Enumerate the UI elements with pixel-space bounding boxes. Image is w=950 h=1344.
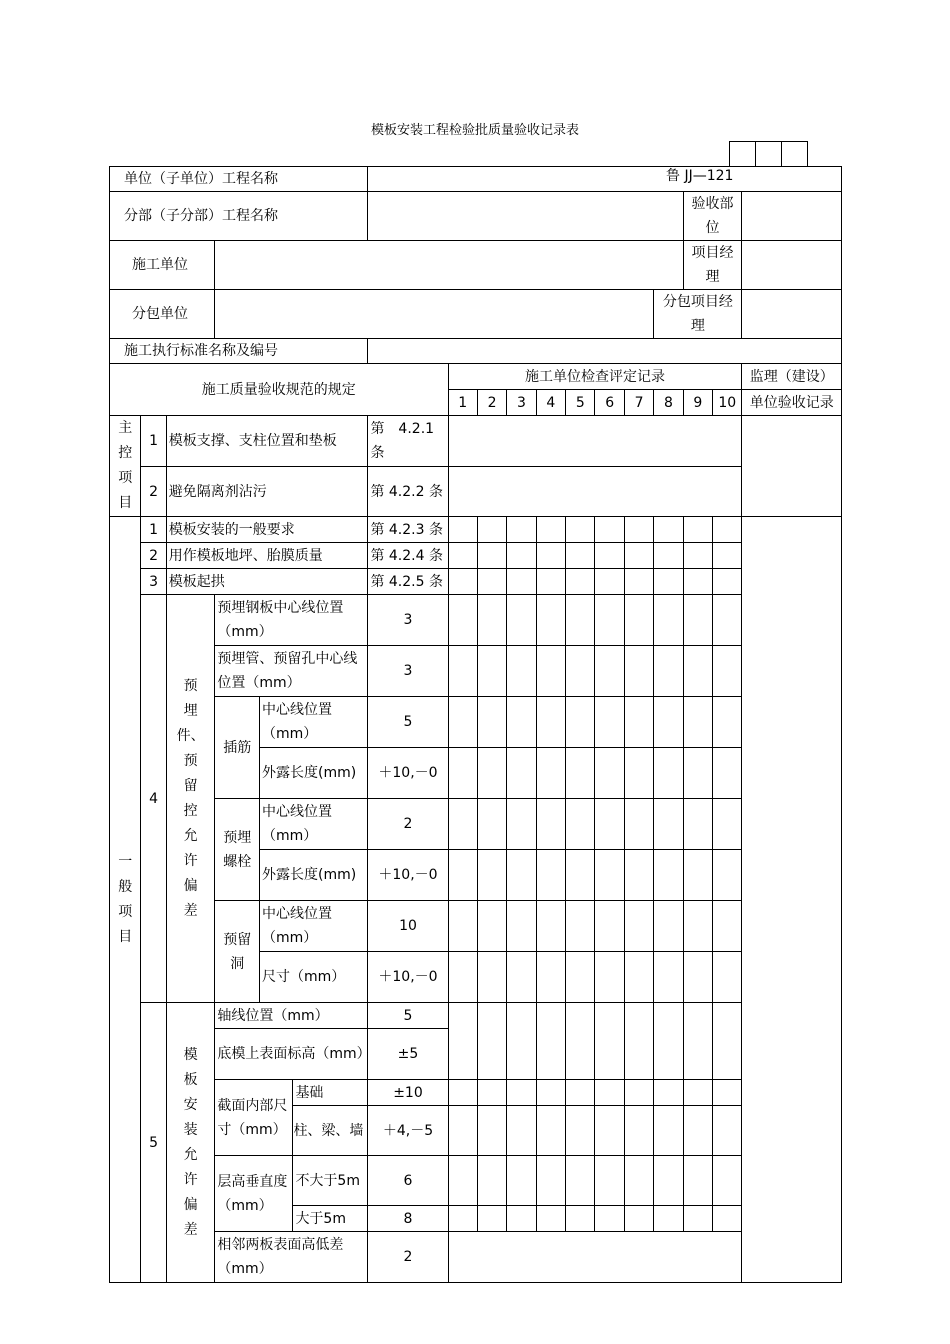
check-cell[interactable] [477,901,506,952]
check-cell[interactable] [536,517,565,543]
check-cell[interactable] [683,517,712,543]
item-clause: 第 4.2.4 条 [368,543,448,569]
tolerance-name: 相邻两板表面高低差（mm） [215,1232,368,1283]
check-cell[interactable] [507,901,536,952]
check-cell[interactable] [595,748,624,799]
check-cell[interactable] [713,952,742,1003]
check-cell[interactable] [507,799,536,850]
check-cell[interactable] [595,1003,624,1080]
pm-label: 项目经理 [683,241,742,290]
code-box[interactable] [730,142,756,167]
check-cell[interactable] [536,748,565,799]
check-cell[interactable] [566,517,595,543]
tolerance-name: 柱、梁、墙 [293,1106,368,1156]
check-cell[interactable] [448,1080,477,1106]
contractor-label: 施工单位 [110,241,215,290]
section-label: 截面内部尺 寸（mm） [215,1080,293,1156]
item-name: 避免隔离剂沾污 [166,467,368,517]
check-cell[interactable] [536,799,565,850]
unit-name-label: 单位（子单位）工程名称 [110,167,368,192]
tolerance-name: 中心线位置（mm） [260,697,368,748]
supervision-cell[interactable] [742,416,842,517]
col-num: 5 [566,390,595,416]
tolerance-value: 3 [368,646,448,697]
check-cell[interactable] [654,748,683,799]
accept-part-label: 验收部位 [683,192,742,241]
general-items-group: 一 般 项 目 [110,517,141,1283]
check-cell[interactable] [566,1003,595,1080]
check-cell[interactable] [713,1156,742,1206]
check-cell[interactable] [595,1156,624,1206]
story-label: 层高垂直度（mm） [215,1156,293,1232]
check-cell[interactable] [536,901,565,952]
item5-group: 模 板 安 装 允 许 偏 差 [166,1003,215,1283]
check-cell[interactable] [477,1206,506,1232]
check-cell[interactable] [566,799,595,850]
check-cell[interactable] [624,543,653,569]
sub-name-field[interactable] [368,192,683,241]
check-record-cell[interactable] [448,416,742,467]
check-cell[interactable] [595,952,624,1003]
check-cell[interactable] [566,697,595,748]
tolerance-name: 底模上表面标高（mm） [215,1029,368,1080]
tolerance-name: 大于5m [293,1206,368,1232]
check-cell[interactable] [713,901,742,952]
item-clause: 第 4.2.1 条 [368,416,448,467]
hole-label: 预留 洞 [215,901,260,1003]
check-record-cell[interactable] [448,467,742,517]
item-name: 模板安装的一般要求 [166,517,368,543]
check-cell[interactable] [566,569,595,595]
check-cell[interactable] [624,595,653,646]
supervision-header-1: 监理（建设） [742,364,842,390]
check-cell[interactable] [566,1206,595,1232]
check-cell[interactable] [713,646,742,697]
col-num: 9 [683,390,712,416]
check-cell[interactable] [683,697,712,748]
check-cell[interactable] [507,1156,536,1206]
check-cell[interactable] [566,1106,595,1156]
tolerance-value: 5 [368,1003,448,1029]
tolerance-value: ±5 [368,1029,448,1080]
check-cell[interactable] [448,543,477,569]
check-cell[interactable] [507,517,536,543]
check-cell[interactable] [566,543,595,569]
tolerance-value: ±10 [368,1080,448,1106]
item-clause: 第 4.2.3 条 [368,517,448,543]
check-cell[interactable] [654,697,683,748]
check-cell[interactable] [507,1106,536,1156]
check-cell[interactable] [624,799,653,850]
check-cell[interactable] [448,1003,477,1080]
check-cell[interactable] [507,595,536,646]
col-num: 8 [654,390,683,416]
check-cell[interactable] [624,952,653,1003]
check-cell[interactable] [624,517,653,543]
check-cell[interactable] [595,799,624,850]
col-num: 6 [595,390,624,416]
check-cell[interactable] [654,850,683,901]
check-cell[interactable] [477,1003,506,1080]
tolerance-value: 5 [368,697,448,748]
check-cell[interactable] [654,569,683,595]
check-cell[interactable] [713,799,742,850]
spec-header: 施工质量验收规范的规定 [110,364,449,416]
check-cell[interactable] [477,952,506,1003]
check-cell[interactable] [566,1080,595,1106]
check-cell[interactable] [448,1156,477,1206]
check-cell[interactable] [683,543,712,569]
check-cell[interactable] [595,850,624,901]
col-num: 10 [713,390,742,416]
tolerance-value: 2 [368,799,448,850]
check-cell[interactable] [595,697,624,748]
col-num: 3 [507,390,536,416]
tolerance-name: 轴线位置（mm） [215,1003,368,1029]
tolerance-name: 预埋钢板中心线位置（mm） [215,595,368,646]
check-cell[interactable] [536,1003,565,1080]
tolerance-name: 外露长度(mm) [260,850,368,901]
check-cell[interactable] [507,646,536,697]
tolerance-value: 3 [368,595,448,646]
tolerance-value: ＋10,－0 [368,850,448,901]
standard-label: 施工执行标准名称及编号 [110,339,368,364]
main-items-group: 主 控 项 目 [110,416,141,517]
check-cell[interactable] [448,595,477,646]
check-cell[interactable] [536,1156,565,1206]
check-cell[interactable] [507,1003,536,1080]
check-cell[interactable] [595,1206,624,1232]
item-clause: 第 4.2.5 条 [368,569,448,595]
check-cell[interactable] [448,799,477,850]
check-cell[interactable] [566,595,595,646]
check-cell[interactable] [477,569,506,595]
check-cell[interactable] [566,901,595,952]
tolerance-value: ＋4,－5 [368,1106,448,1156]
sub-pm-label: 分包项目经理 [654,290,742,339]
check-cell[interactable] [683,1206,712,1232]
item-no: 2 [141,467,166,517]
check-cell[interactable] [683,850,712,901]
code-box[interactable] [756,142,782,167]
check-cell[interactable] [448,952,477,1003]
check-cell[interactable] [448,646,477,697]
check-cell[interactable] [507,697,536,748]
check-cell[interactable] [654,1106,683,1156]
tolerance-name: 不大于5m [293,1156,368,1206]
tolerance-name: 中心线位置（mm） [260,799,368,850]
check-cell[interactable] [536,595,565,646]
tolerance-name: 预埋管、预留孔中心线位置（mm） [215,646,368,697]
check-cell[interactable] [624,1080,653,1106]
check-cell[interactable] [683,595,712,646]
check-cell[interactable] [624,748,653,799]
tolerance-value: 6 [368,1156,448,1206]
tolerance-value: 10 [368,901,448,952]
check-cell[interactable] [683,1003,712,1080]
check-cell[interactable] [654,1003,683,1080]
col-num: 1 [448,390,477,416]
contractor-field[interactable] [215,241,683,290]
item-no: 5 [141,1003,166,1283]
check-cell[interactable] [683,569,712,595]
page-title: 模板安装工程检验批质量验收记录表 [370,123,579,138]
check-cell[interactable] [595,1080,624,1106]
check-cell[interactable] [624,850,653,901]
check-cell[interactable] [654,901,683,952]
check-cell[interactable] [683,646,712,697]
col-num: 2 [477,390,506,416]
check-cell[interactable] [683,799,712,850]
check-cell[interactable] [536,1106,565,1156]
check-cell[interactable] [624,1206,653,1232]
tolerance-value: ＋10,－0 [368,952,448,1003]
item-name: 用作模板地坪、胎膜质量 [166,543,368,569]
check-cell[interactable] [654,646,683,697]
check-cell[interactable] [654,952,683,1003]
check-cell[interactable] [624,1106,653,1156]
check-cell[interactable] [477,748,506,799]
standard-field[interactable] [368,339,842,364]
check-cell[interactable] [654,1156,683,1206]
check-cell[interactable] [566,850,595,901]
check-cell[interactable] [595,901,624,952]
check-cell[interactable] [654,1206,683,1232]
check-cell[interactable] [624,569,653,595]
check-cell[interactable] [477,595,506,646]
unit-name-field[interactable] [368,167,842,192]
check-cell[interactable] [477,517,506,543]
supervision-header-2: 单位验收记录 [742,390,842,416]
tolerance-name: 中心线位置（mm） [260,901,368,952]
item4-group: 预 埋 件、 预 留 控 允 许 偏 差 [166,595,215,1003]
check-cell[interactable] [448,748,477,799]
item-clause: 第 4.2.2 条 [368,467,448,517]
check-cell[interactable] [477,850,506,901]
check-cell[interactable] [624,901,653,952]
check-cell[interactable] [683,952,712,1003]
check-cell[interactable] [654,517,683,543]
check-cell[interactable] [448,1206,477,1232]
check-cell[interactable] [566,646,595,697]
check-cell[interactable] [448,901,477,952]
check-cell[interactable] [595,569,624,595]
item-name: 模板起拱 [166,569,368,595]
check-cell[interactable] [477,646,506,697]
check-cell[interactable] [536,1080,565,1106]
check-cell[interactable] [507,569,536,595]
check-cell[interactable] [624,1003,653,1080]
col-num: 7 [624,390,653,416]
check-cell[interactable] [654,543,683,569]
pm-field[interactable] [742,241,842,290]
sub-name-label: 分部（子分部）工程名称 [110,192,368,241]
check-cell[interactable] [477,543,506,569]
check-cell[interactable] [595,595,624,646]
check-cell[interactable] [713,1003,742,1080]
check-cell[interactable] [448,569,477,595]
subcontractor-field[interactable] [215,290,654,339]
check-cell[interactable] [713,850,742,901]
check-cell[interactable] [536,850,565,901]
bar-label: 插筋 [215,697,260,799]
supervision-cell[interactable] [742,517,842,1283]
check-cell[interactable] [624,1156,653,1206]
check-cell[interactable] [477,1106,506,1156]
sub-pm-field[interactable] [742,290,842,339]
subcontractor-label: 分包单位 [110,290,215,339]
check-cell[interactable] [536,543,565,569]
check-cell[interactable] [477,1080,506,1106]
check-cell[interactable] [624,697,653,748]
tolerance-value: 8 [368,1206,448,1232]
check-cell[interactable] [536,646,565,697]
check-cell[interactable] [713,595,742,646]
form-code: 鲁 JJ—121 [666,168,734,184]
check-cell[interactable] [536,1206,565,1232]
check-cell[interactable] [595,646,624,697]
check-cell[interactable] [713,543,742,569]
check-cell[interactable] [448,850,477,901]
check-cell[interactable] [683,1080,712,1106]
check-cell[interactable] [683,748,712,799]
check-cell[interactable] [595,1106,624,1156]
tolerance-value: 2 [368,1232,448,1283]
check-cell[interactable] [713,697,742,748]
check-cell[interactable] [713,1106,742,1156]
check-cell[interactable] [713,569,742,595]
check-cell[interactable] [536,952,565,1003]
check-cell[interactable] [507,850,536,901]
check-cell[interactable] [683,1106,712,1156]
item-no: 2 [141,543,166,569]
code-boxes [729,141,808,167]
check-cell[interactable] [624,646,653,697]
col-num: 4 [536,390,565,416]
check-cell[interactable] [566,1156,595,1206]
check-cell[interactable] [595,517,624,543]
check-cell[interactable] [507,1206,536,1232]
check-cell[interactable] [566,952,595,1003]
check-cell[interactable] [507,543,536,569]
check-cell[interactable] [477,799,506,850]
item-name: 模板支撑、支柱位置和垫板 [166,416,368,467]
check-cell[interactable] [448,1106,477,1156]
check-cell[interactable] [507,952,536,1003]
item-no: 3 [141,569,166,595]
accept-part-field[interactable] [742,192,842,241]
check-cell[interactable] [448,697,477,748]
check-cell[interactable] [713,748,742,799]
check-cell[interactable] [448,517,477,543]
check-cell[interactable] [713,517,742,543]
check-cell[interactable] [713,1206,742,1232]
tolerance-name: 尺寸（mm） [260,952,368,1003]
check-cell[interactable] [654,1080,683,1106]
tolerance-value: ＋10,－0 [368,748,448,799]
item-no: 1 [141,416,166,467]
check-cell[interactable] [536,697,565,748]
check-cell[interactable] [477,697,506,748]
check-cell[interactable] [507,1080,536,1106]
tolerance-name: 基础 [293,1080,368,1106]
check-cell[interactable] [683,1156,712,1206]
check-cell[interactable] [713,1080,742,1106]
check-cell[interactable] [654,799,683,850]
inspection-table [109,166,842,1283]
tolerance-name: 外露长度(mm) [260,748,368,799]
check-cell[interactable] [507,748,536,799]
check-cell[interactable] [654,595,683,646]
check-cell[interactable] [683,901,712,952]
code-box[interactable] [782,142,808,167]
item-no: 1 [141,517,166,543]
check-cell[interactable] [595,543,624,569]
check-cell[interactable] [536,569,565,595]
bolt-label: 预埋 螺栓 [215,799,260,901]
check-cell[interactable] [566,748,595,799]
check-record-header: 施工单位检查评定记录 [448,364,742,390]
check-cell[interactable] [477,1156,506,1206]
item-no: 4 [141,595,166,1003]
check-record-cell[interactable] [448,1232,742,1283]
